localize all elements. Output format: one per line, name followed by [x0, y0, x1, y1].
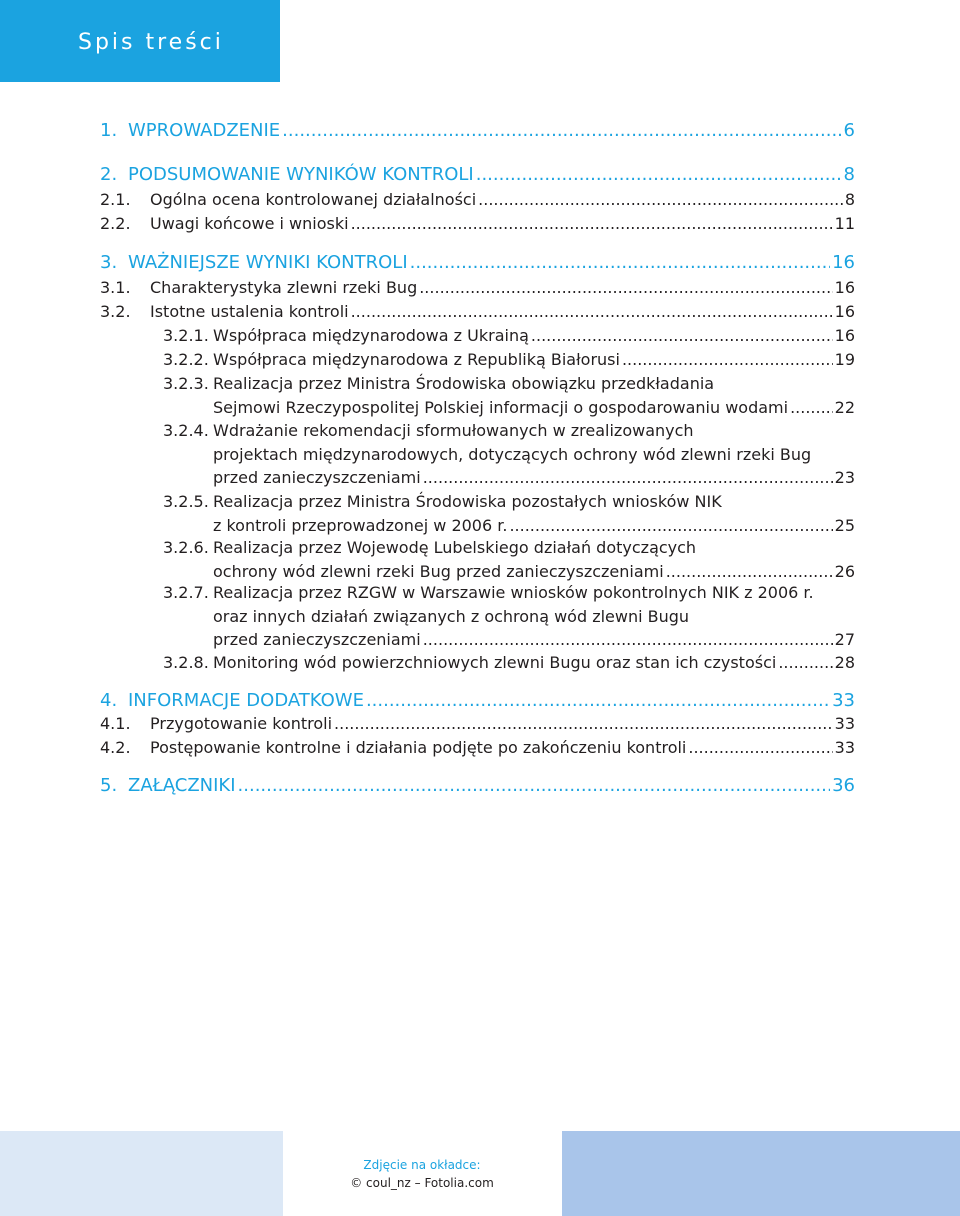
toc-entry-title: Postępowanie kontrolne i działania podjęte po zakończeniu kontroli [150, 738, 687, 757]
toc-entry-title: Ogólna ocena kontrolowanej działalności [150, 190, 477, 209]
toc-entry-number: 3.2.5. [163, 492, 209, 511]
toc-page-number: 33 [832, 690, 855, 711]
toc-leader-dots [351, 214, 833, 233]
toc-entry[interactable] [163, 421, 855, 492]
toc-page-number: 22 [834, 397, 855, 417]
toc-entry[interactable] [163, 538, 855, 585]
toc-entry-number: 3.2.7. [163, 583, 209, 602]
toc-entry-title: Realizacja przez Ministra Środowiska obowiązku przedkładania [213, 374, 715, 393]
toc-entry[interactable] [100, 164, 855, 188]
toc-entry[interactable] [163, 653, 855, 677]
toc-entry-title: z kontroli przeprowadzonej w 2006 r. [213, 515, 508, 535]
toc-entry[interactable] [100, 690, 855, 714]
toc-page-number: 16 [834, 278, 855, 297]
toc-entry-number: 3. [100, 252, 118, 273]
toc-entry-title: Przygotowanie kontroli [150, 714, 333, 733]
toc-entry-title: PODSUMOWANIE WYNIKÓW KONTROLI [128, 164, 474, 185]
toc-page-number: 27 [834, 630, 855, 649]
footer-right-block [562, 1131, 960, 1216]
toc-entry[interactable] [163, 374, 855, 421]
page-title: Spis treści [78, 30, 224, 55]
toc-entry-title: Realizacja przez RZGW w Warszawie wniosków pokontrolnych NIK z 2006 r. [213, 583, 814, 602]
toc-entry-title: Charakterystyka zlewni rzeki Bug [150, 278, 418, 297]
toc-page-number: 23 [834, 468, 855, 487]
toc-entry-title: Współpraca międzynarodowa z Ukrainą [213, 326, 529, 345]
toc-entry[interactable] [163, 350, 855, 374]
toc-entry-number: 4. [100, 690, 118, 711]
toc-entry-title: Realizacja przez Wojewodę Lubelskiego działań dotyczących [213, 538, 697, 557]
toc-leader-dots [531, 326, 833, 345]
toc-entry-number: 3.2.8. [163, 653, 209, 672]
toc-page-number: 19 [834, 350, 855, 369]
toc-entry-title: oraz innych działań związanych z ochroną wód zlewni Bugu [213, 606, 690, 626]
toc-page-number: 16 [834, 326, 855, 345]
toc-entry-number: 3.2.1. [163, 326, 209, 345]
toc-leader-dots [282, 120, 841, 141]
toc-entry-title: Istotne ustalenia kontroli [150, 302, 349, 321]
toc-entry-number: 4.2. [100, 738, 131, 757]
toc-leader-dots [476, 164, 842, 185]
toc-entry-title: Współpraca międzynarodowa z Republiką Białorusi [213, 350, 620, 369]
toc-entry[interactable] [100, 120, 855, 144]
toc-entry-number: 4.1. [100, 714, 131, 733]
toc-leader-dots [666, 562, 833, 581]
toc-page-number: 16 [834, 302, 855, 321]
toc-page-number: 6 [843, 120, 855, 141]
toc-entry-number: 2.2. [100, 214, 131, 233]
toc-leader-dots [238, 775, 831, 796]
toc-leader-dots [351, 302, 833, 321]
toc-page-number: 11 [834, 214, 855, 233]
toc-entry-title: WAŻNIEJSZE WYNIKI KONTROLI [128, 252, 408, 273]
toc-entry[interactable] [100, 738, 855, 762]
toc-page-number: 16 [832, 252, 855, 273]
footer-left-block [0, 1131, 283, 1216]
toc-entry-number: 3.2.6. [163, 538, 209, 557]
toc-leader-dots [410, 252, 830, 273]
toc-entry-number: 1. [100, 120, 118, 141]
toc-leader-dots [509, 516, 832, 535]
toc-entry[interactable] [163, 583, 855, 654]
toc-entry[interactable] [163, 492, 855, 539]
toc-page-number: 8 [843, 164, 855, 185]
toc-entry-title: projektach międzynarodowych, dotyczących ochrony wód zlewni rzeki Bug [213, 444, 812, 464]
toc-entry[interactable] [163, 326, 855, 350]
toc-entry-number: 3.2.4. [163, 421, 209, 440]
toc-entry-title: Uwagi końcowe i wnioski [150, 214, 349, 233]
toc-entry-title: ZAŁĄCZNIKI [128, 775, 236, 796]
toc-entry-title: ochrony wód zlewni rzeki Bug przed zanieczyszczeniami [213, 561, 664, 581]
toc-page-number: 8 [844, 190, 855, 209]
toc-page-number: 25 [834, 515, 855, 535]
toc-entry-title: Realizacja przez Ministra Środowiska pozostałych wniosków NIK [213, 492, 722, 511]
toc-page-number: 28 [834, 653, 855, 672]
toc-leader-dots [423, 468, 833, 487]
toc-entry[interactable] [100, 190, 855, 214]
toc-entry-title: Sejmowi Rzeczypospolitej Polskiej informacji o gospodarowaniu wodami [213, 397, 789, 417]
toc-entry[interactable] [100, 278, 855, 302]
toc-entry-title: Wdrażanie rekomendacji sformułowanych w zrealizowanych [213, 421, 694, 440]
toc-entry[interactable] [100, 775, 855, 799]
toc-leader-dots [478, 190, 843, 209]
toc-entry[interactable] [100, 714, 855, 738]
toc-leader-dots [790, 398, 833, 417]
toc-entry-number: 3.1. [100, 278, 131, 297]
toc-entry-title: Monitoring wód powierzchniowych zlewni Bugu oraz stan ich czystości [213, 653, 777, 672]
toc-page-number: 33 [834, 714, 855, 733]
toc-leader-dots [688, 738, 832, 757]
footer-middle-block [286, 1131, 558, 1216]
toc-page-number: 26 [834, 561, 855, 581]
toc-leader-dots [423, 630, 833, 649]
toc-entry-number: 3.2. [100, 302, 131, 321]
toc-entry-title: przed zanieczyszczeniami [213, 630, 421, 649]
toc-leader-dots [778, 653, 832, 672]
toc-entry-title: INFORMACJE DODATKOWE [128, 690, 364, 711]
toc-page-number: 36 [832, 775, 855, 796]
toc-entry[interactable] [100, 252, 855, 276]
toc-entry-number: 3.2.2. [163, 350, 209, 369]
photo-credit-label: Zdjęcie na okładce: [363, 1158, 481, 1172]
toc-entry-number: 2. [100, 164, 118, 185]
toc-leader-dots [622, 350, 833, 369]
toc-entry-number: 2.1. [100, 190, 131, 209]
toc-page-number: 33 [834, 738, 855, 757]
toc-entry-number: 5. [100, 775, 118, 796]
toc-entry-title: przed zanieczyszczeniami [213, 468, 421, 487]
toc-leader-dots [419, 278, 832, 297]
toc-entry-number: 3.2.3. [163, 374, 209, 393]
toc-entry-title: WPROWADZENIE [128, 120, 281, 141]
photo-credit-text: © coul_nz – Fotolia.com [350, 1176, 494, 1190]
toc-entry[interactable] [100, 214, 855, 238]
toc-leader-dots [334, 714, 833, 733]
toc-leader-dots [366, 690, 830, 711]
toc-entry[interactable] [100, 302, 855, 326]
